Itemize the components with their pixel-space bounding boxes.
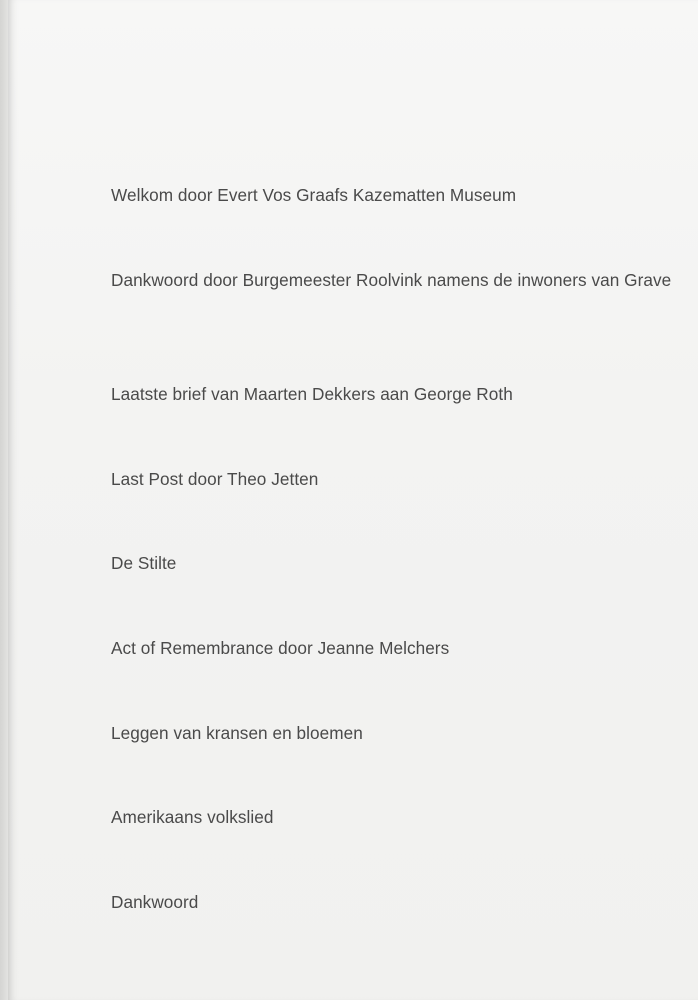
program-item-last-post: Last Post door Theo Jetten — [111, 469, 319, 489]
program-item-thanks-mayor: Dankwoord door Burgemeester Roolvink namens de inwoners van Grave — [111, 270, 672, 290]
program-item-welcome: Welkom door Evert Vos Graafs Kazematten Museum — [111, 185, 517, 205]
program-item-anthem: Amerikaans volkslied — [111, 807, 274, 827]
program-item-silence: De Stilte — [111, 553, 177, 573]
program-item-last-letter: Laatste brief van Maarten Dekkers aan George Roth — [111, 384, 513, 404]
program-item-wreaths: Leggen van kransen en bloemen — [111, 723, 363, 743]
program-item-closing-thanks: Dankwoord — [111, 892, 199, 912]
program-item-act-of-remembrance: Act of Remembrance door Jeanne Melchers — [111, 638, 450, 658]
document-page — [8, 0, 698, 1000]
